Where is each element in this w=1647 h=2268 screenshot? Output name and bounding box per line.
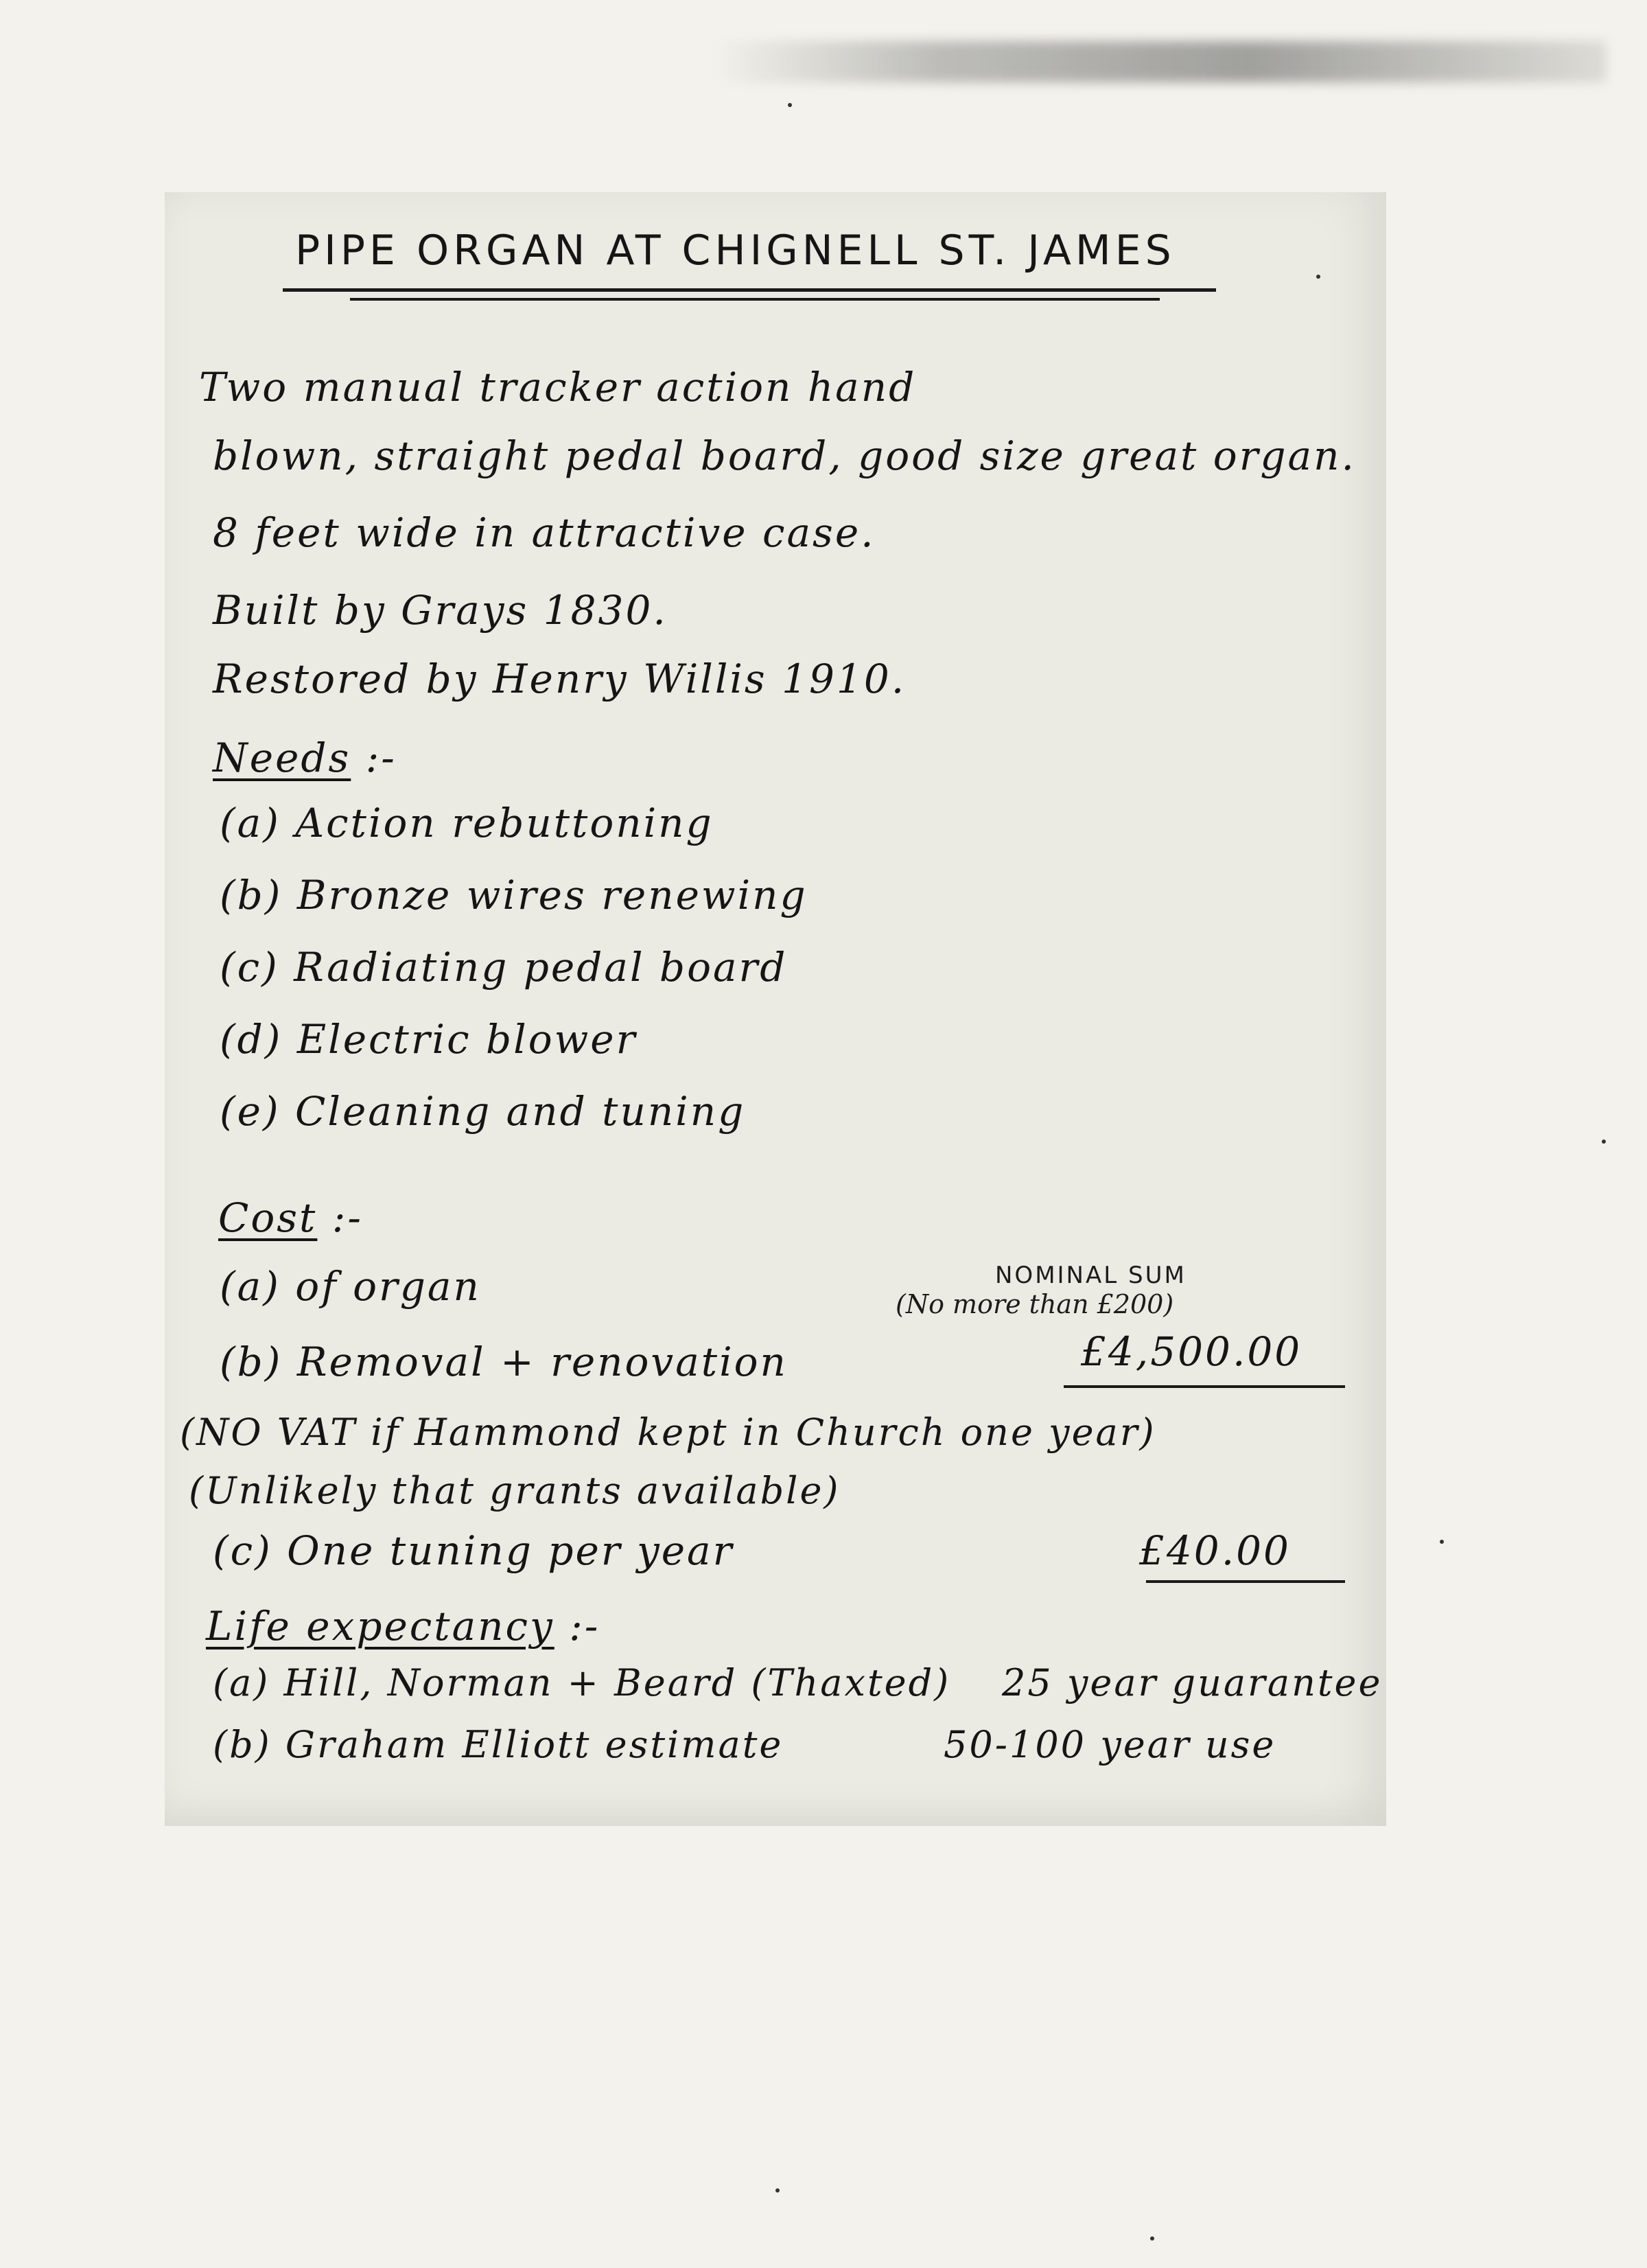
life-expectancy-heading-suffix: :- [569, 1603, 600, 1650]
paper-speck [1316, 275, 1320, 279]
cost-heading [218, 1194, 363, 1241]
cost-item-c-amount: £40.00 [1139, 1527, 1291, 1574]
needs-item: (c) Radiating pedal board [220, 944, 788, 991]
cost-item-b-amount: £4,500.00 [1081, 1328, 1303, 1375]
needs-heading [213, 734, 397, 781]
title-underline [283, 288, 1216, 292]
cost-heading-text: Cost [218, 1194, 318, 1241]
paper-speck [775, 2188, 780, 2192]
life-expectancy-item-label: (b) Graham Elliott estimate [213, 1723, 784, 1766]
cost-item-b: (b) Removal + renovation [220, 1339, 788, 1385]
needs-item: (b) Bronze wires renewing [220, 872, 808, 918]
life-expectancy-heading [206, 1603, 600, 1650]
grants-note: (Unlikely that grants available) [189, 1469, 841, 1512]
cost-item-c: (c) One tuning per year [213, 1527, 734, 1574]
description-line: blown, straight pedal board, good size great organ. [213, 432, 1356, 479]
needs-item: (d) Electric blower [220, 1016, 638, 1063]
nominal-sum-note: (No more than £200) [896, 1289, 1174, 1319]
description-line: Two manual tracker action hand [199, 364, 917, 410]
cost-item-a: (a) of organ [220, 1263, 481, 1310]
description-line: Built by Grays 1830. [213, 587, 668, 634]
description-line: 8 feet wide in attractive case. [213, 509, 876, 556]
description-line: Restored by Henry Willis 1910. [213, 656, 907, 702]
life-expectancy-item-label: (a) Hill, Norman + Beard (Thaxted) [213, 1661, 951, 1704]
needs-item: (e) Cleaning and tuning [220, 1088, 746, 1135]
amount-underline [1064, 1385, 1345, 1388]
cost-heading-suffix: :- [331, 1194, 363, 1241]
amount-underline [1146, 1580, 1345, 1583]
paper-speck [1440, 1540, 1444, 1544]
needs-heading-suffix: :- [365, 734, 397, 781]
life-expectancy-item-value: 25 year guarantee [1002, 1661, 1383, 1704]
needs-heading-text: Needs [213, 734, 351, 781]
document-title: PIPE ORGAN AT CHIGNELL ST. JAMES [295, 227, 1176, 275]
needs-item: (a) Action rebuttoning [220, 800, 714, 846]
title-underline [350, 298, 1160, 301]
life-expectancy-item-value: 50-100 year use [944, 1723, 1276, 1766]
vat-note: (NO VAT if Hammond kept in Church one year) [180, 1411, 1156, 1454]
paper-speck [788, 103, 792, 107]
nominal-sum-label: NOMINAL SUM [995, 1262, 1187, 1289]
photocopy-smudge [714, 41, 1606, 82]
life-expectancy-heading-text: Life expectancy [206, 1603, 554, 1650]
paper-speck [1150, 2236, 1154, 2241]
paper-speck [1602, 1139, 1606, 1144]
